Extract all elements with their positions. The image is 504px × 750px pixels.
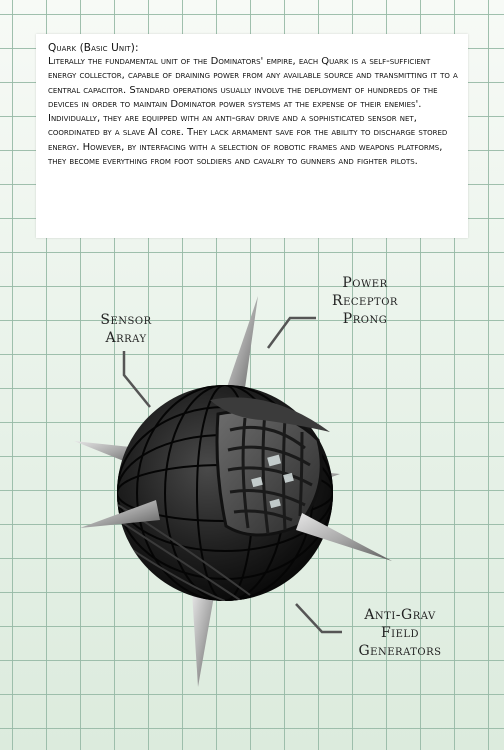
callout-line: Array — [105, 330, 147, 346]
callout-line: Prong — [342, 311, 388, 327]
quark-sphere — [117, 385, 333, 601]
callout-line: Power — [342, 275, 388, 291]
callout-line: Receptor — [332, 293, 398, 309]
prong-bottom — [192, 592, 214, 687]
callout-line: Sensor — [100, 312, 152, 328]
callout-sensor-array — [88, 311, 164, 347]
description-title: Quark (Basic Unit): — [48, 42, 139, 54]
description-body: Literally the fundamental unit of the Dominators' empire, each Quark is a self-sufficient energy collector, capable of draining power from any available source and transmitting it to a central capacitor. Standard operations usually involve the deployment of hundreds of the devices in order to maintain Dominator power systems at the expense of their enemies'. Individually, they are equipped with an anti-grav drive and a sophisticated sensor net, coordinated by a slave AI core. They lack armament save for the ability to discharge stored energy. However, by interfacing with a selection of robotic frames and weapons platforms, they become everything from foot soldiers and cavalry to gunners and fighter pilots. — [48, 56, 458, 168]
callout-line: Generators — [358, 643, 442, 659]
callout-anti-grav-field-generators — [344, 606, 456, 660]
callout-power-receptor-prong — [320, 274, 410, 328]
antigrav-leader — [296, 604, 342, 632]
prong-top — [226, 296, 258, 395]
callout-line: Field — [380, 625, 420, 641]
power-prong-leader — [268, 318, 316, 348]
sensor-array-leader — [124, 351, 150, 407]
callout-line: Anti-Grav — [364, 607, 436, 623]
